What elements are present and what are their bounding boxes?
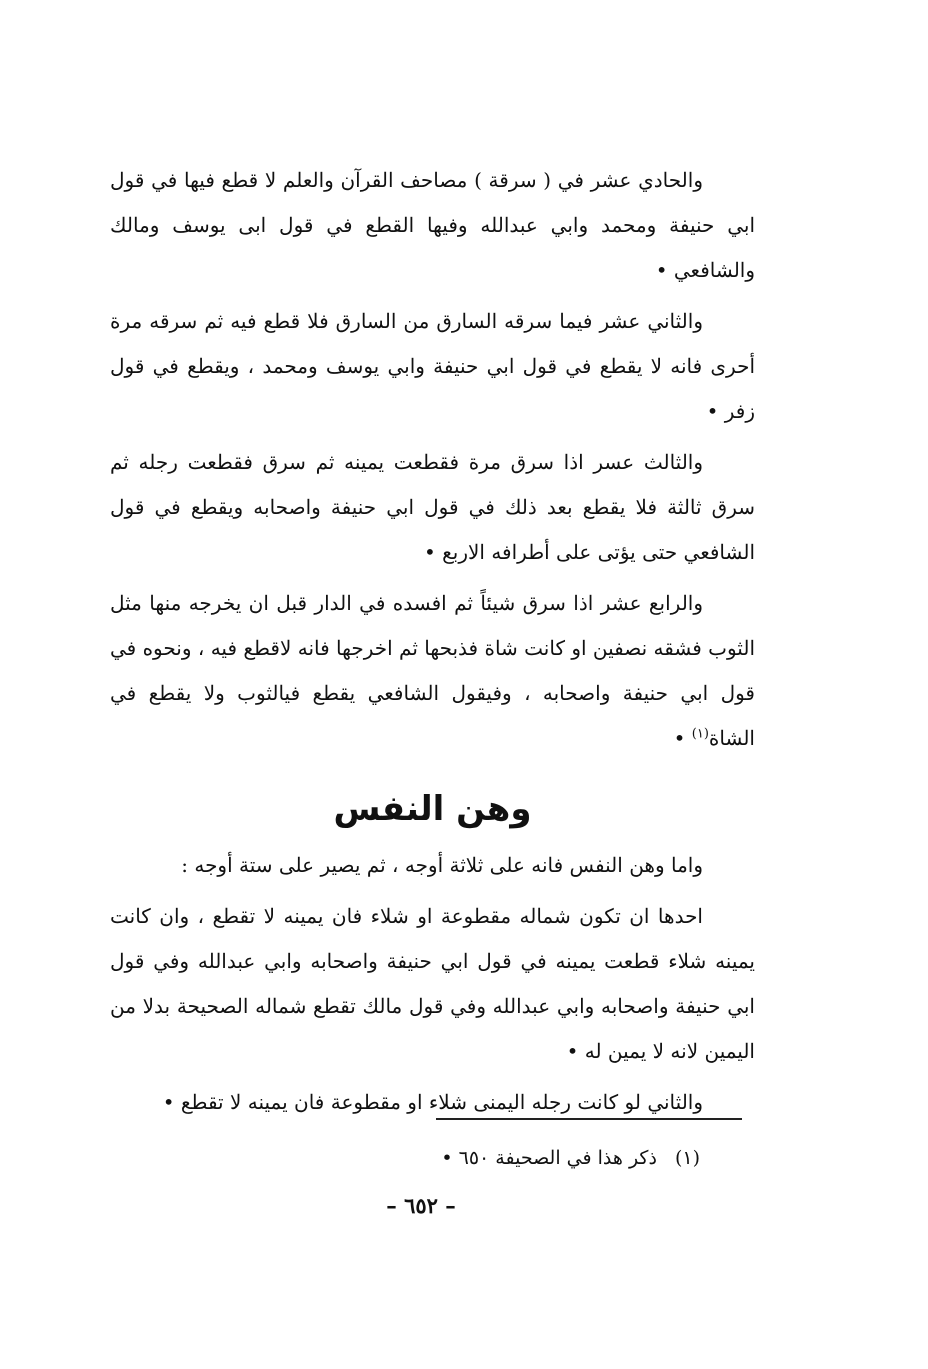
footnote	[441, 1143, 700, 1173]
paragraph-14	[110, 581, 755, 761]
section-intro: واما وهن النفس فانه على ثلاثة أوجه ، ثم يصير على ستة أوجه :	[181, 853, 703, 877]
footnote-number: (١)	[674, 1147, 700, 1169]
paragraph-14-tail: •	[673, 726, 692, 750]
paragraph-11: والحادي عشر في ( سرقة ) مصاحف القرآن والعلم لا قطع فيها في قول ابي حنيفة ومحمد وابي عبدالله وفيها القطع في قول ابى يوسف ومالك والشافعي •	[110, 168, 755, 282]
paragraph-12: والثاني عشر فيما سرقه السارق من السارق فلا قطع فيه ثم سرقه مرة أحرى فانه لا يقطع في قول ابي حنيفة وابي يوسف ومحمد ، ويقطع في قول زفر •	[110, 309, 755, 423]
paragraph-14-text: والرابع عشر اذا سرق شيئاً ثم افسده في الدار قبل ان يخرجه منها مثل الثوب فشقه نصفين او كانت شاة فذبحها ثم اخرجها فانه لاقطع فيه ، ونحوه في قول ابي حنيفة واصحابه ، وفيقول الشافعي يقطع فيالثوب ولا يقطع في الشاة	[109, 591, 755, 750]
footnote-text: ذكر هذا في الصحيفة ٦٥٠ •	[441, 1147, 657, 1169]
paragraph-13: والثالث عسر اذا سرق مرة فقطعت يمينه ثم سرق فقطعت رجله ثم سرق ثالثة فلا يقطع بعد ذلك في قول ابي حنيفة واصحابه ويقطع في قول الشافعي حتى يؤتى على أطرافه الاربع •	[110, 450, 755, 564]
footnote-divider	[436, 1118, 742, 1120]
page-number: – ٦٥٢ –	[386, 1193, 456, 1218]
footnote-marker: (١)	[691, 726, 709, 742]
section-heading: وهن النفس	[333, 789, 532, 829]
page-body	[110, 158, 755, 1131]
section-paragraph-second: والثاني لو كانت رجله اليمنى شلاء او مقطوعة فان يمينه لا تقطع •	[162, 1090, 703, 1114]
section-paragraph-first: احدها ان تكون شماله مقطوعة او شلاء فان يمينه لا تقطع ، وان كانت يمينه شلاء قطعت يمينه في قول ابي حنيفة واصحابه وابي عبدالله وفي قول ابي حنيفة واصحابه وابي عبدالله وفي قول مالك تقطع شماله الصحيحة بدلا من اليمين لانه لا يمين له •	[110, 904, 755, 1063]
